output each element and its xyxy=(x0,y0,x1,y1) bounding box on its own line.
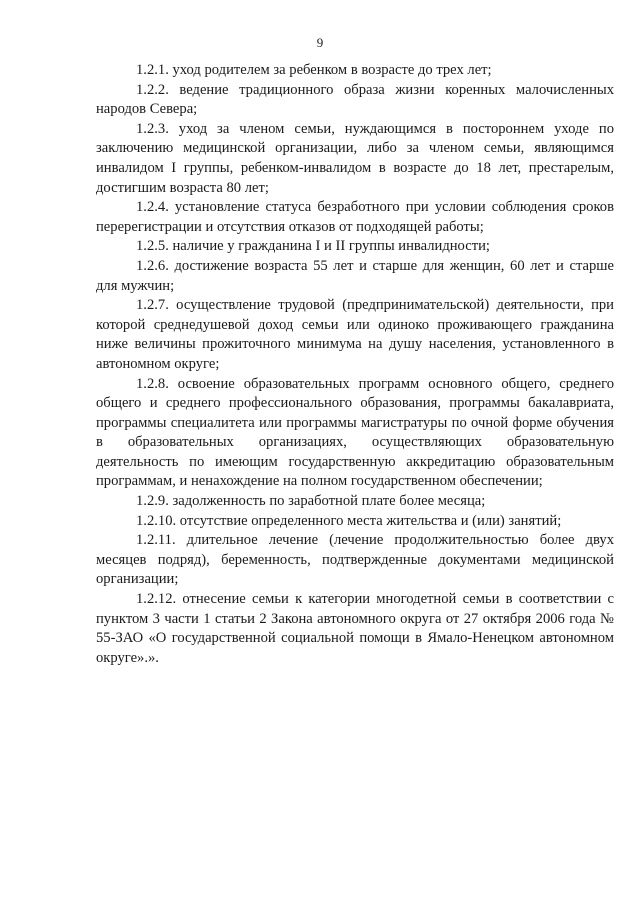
paragraph-1-2-6: 1.2.6. достижение возраста 55 лет и старше для женщин, 60 лет и старше для мужчин; xyxy=(96,257,614,294)
paragraph-1-2-3: 1.2.3. уход за членом семьи, нуждающимся в постороннем уходе по заключению медицинской организации, либо за членом семьи, являющимся инвалидом I группы, ребенком-инвалидом в возрасте до 18 лет, престарелым, достигшим возраста 80 лет; xyxy=(96,120,614,196)
paragraph-1-2-11: 1.2.11. длительное лечение (лечение продолжительностью более двух месяцев подряд), беременность, подтвержденные документами медицинской организации; xyxy=(96,532,614,588)
document-body xyxy=(96,61,614,668)
paragraph-1-2-10: 1.2.10. отсутствие определенного места жительства и (или) занятий; xyxy=(136,512,562,529)
paragraph-1-2-12: 1.2.12. отнесение семьи к категории многодетной семьи в соответствии с пунктом 3 части 1 статьи 2 Закона автономного округа от 27 октября 2006 года № 55-ЗАО «О государственной социальной помощи в Ямало-Ненецком автономном округе».». xyxy=(96,591,614,666)
paragraph-1-2-4: 1.2.4. установление статуса безработного при условии соблюдения сроков перерегистрации и отсутствия отказов от подходящей работы; xyxy=(96,199,614,235)
page-number: 9 xyxy=(316,35,324,50)
paragraph-1-2-8: 1.2.8. освоение образовательных программ основного общего, среднего общего и среднего профессионального образования, программы бакалавриата, программы специалитета или программы магистратуры по очной форме обучения в образовательных организациях, осуществляющих образовательную деятельность по имеющим государственную аккредитацию образовательным программам, и ненахождение на полном государственном обеспечении; xyxy=(96,375,614,490)
paragraph-1-2-5: 1.2.5. наличие у гражданина I и II группы инвалидности; xyxy=(136,238,490,255)
paragraph-1-2-1: 1.2.1. уход родителем за ребенком в возрасте до трех лет; xyxy=(136,62,492,78)
paragraph-1-2-2: 1.2.2. ведение традиционного образа жизни коренных малочисленных народов Севера; xyxy=(96,81,614,118)
paragraph-1-2-9: 1.2.9. задолженность по заработной плате более месяца; xyxy=(136,493,486,510)
paragraph-1-2-7: 1.2.7. осуществление трудовой (предпринимательской) деятельности, при которой среднедушевой доход семьи или одиноко проживающего гражданина ниже величины прожиточного минимума на душу населения, установленного в автономном округе; xyxy=(96,297,614,372)
